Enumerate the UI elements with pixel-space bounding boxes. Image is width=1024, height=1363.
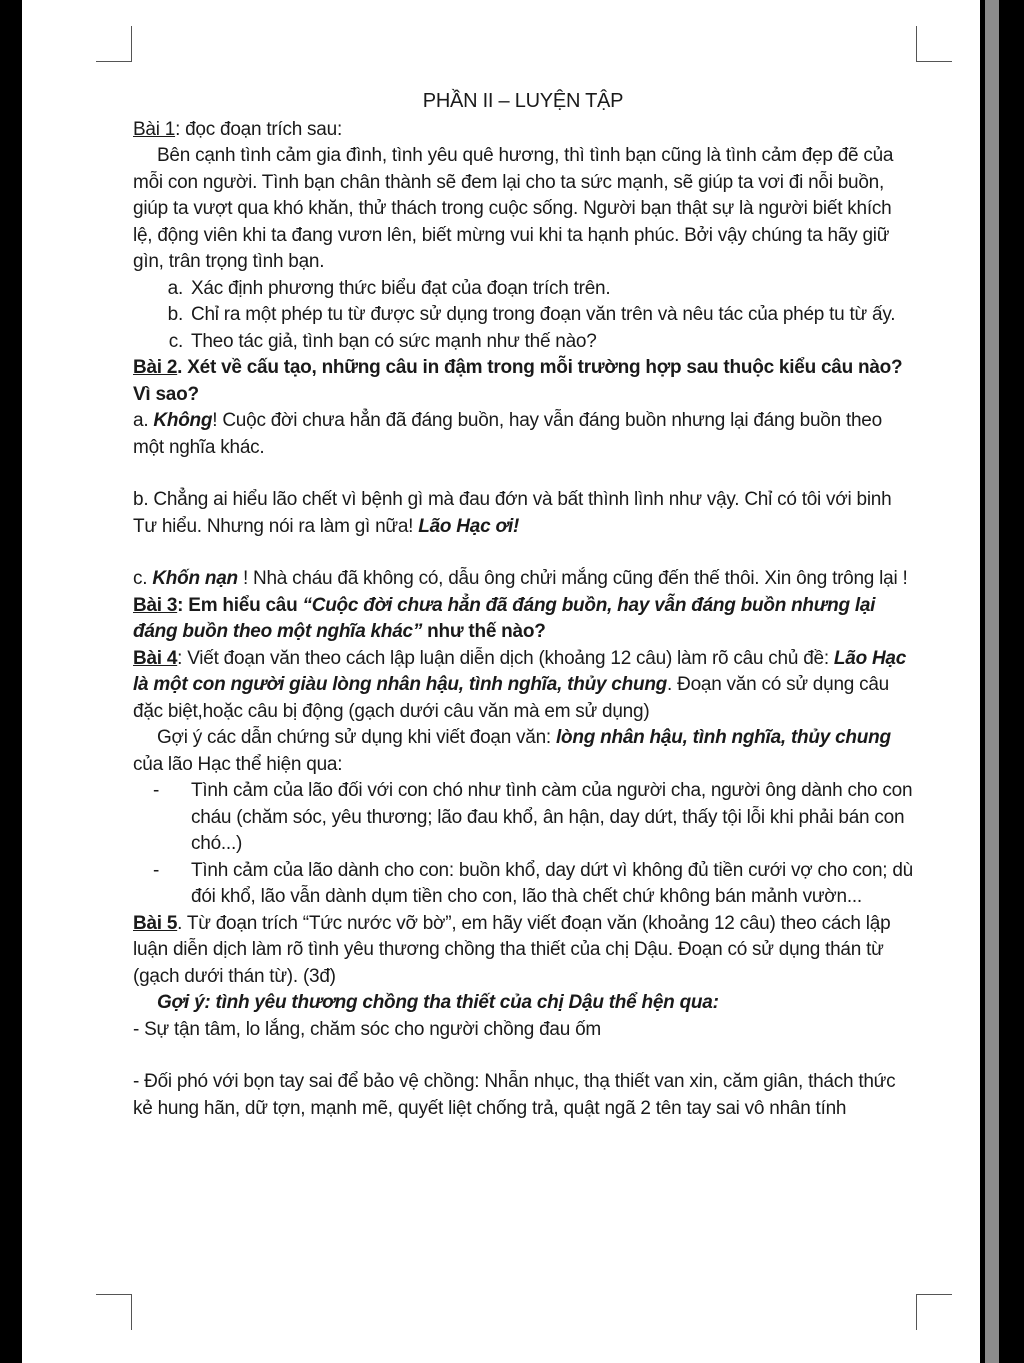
bai4-topic: Lão Hạc là một con người giàu lòng nhân hậu, tình nghĩa, thủy chung [133, 647, 907, 695]
item-text: ! Cuộc đời chưa hẳn đã đáng buồn, hay vẫn đáng buồn nhưng lại đáng buồn theo một nghĩa khác. [133, 410, 882, 458]
bai2-item-a [133, 408, 913, 461]
scrollbar[interactable] [985, 0, 999, 1363]
bullet-marker: - [153, 780, 160, 801]
list-marker: a. [167, 277, 183, 299]
item-text: ! Nhà cháu đã không có, dẫu ông chửi mắng cũng đến thế thôi. Xin ông trông lại ! [237, 568, 908, 589]
list-item-text: Tình cảm của lão đối với con chó như tình càm của người cha, người ông dành cho con cháu (chăm sóc, yêu thương; lão đau khổ, ân hận, day dứt, thấy tội lỗi khi phải bán con chó...) [191, 780, 913, 854]
hint-prefix: Gợi ý các dẫn chứng sử dụng khi viết đoạn văn: [157, 727, 556, 748]
bai1-question-b [133, 302, 913, 329]
bai4-label: Bài 4 [133, 647, 178, 669]
bai5-text: . Từ đoạn trích “Tức nước vỡ bờ”, em hãy viết đoạn văn (khoảng 12 câu) theo cách lập luận diễn dịch làm rõ tình yêu thương chồng tha thiết của chị Dậu. Đoạn có sử dụng thán từ (gạch dưới thán từ). (3đ) [133, 912, 891, 987]
bullet-marker: - [153, 859, 160, 881]
bai3-quote: “Cuộc đời chưa hẳn đã đáng buồn, hay vẫn đáng buồn nhưng lại đáng buồn theo một nghĩa khác” [133, 594, 876, 642]
list-item-text: Xác định phương thức biểu đạt của đoạn trích trên. [191, 277, 611, 299]
list-item-text: Tình cảm của lão dành cho con: buồn khổ, day dứt vì không đủ tiền cưới vợ cho con; dù đói khổ, lão vẫn dành dụm tiền cho con, lão thà chết chứ không bán mảnh vườn... [191, 859, 913, 907]
list-marker: c. [168, 330, 183, 352]
bold-word: Không [153, 410, 213, 431]
bai3-tail: như thế nào? [422, 621, 546, 642]
bai2-item-c [133, 566, 913, 593]
document-page [22, 0, 980, 1363]
bai3-heading-text: : Em hiểu câu [177, 594, 303, 616]
bai2-label: Bài 2 [133, 357, 178, 378]
bai4-hint [133, 725, 913, 778]
bai2-item-b [133, 487, 913, 540]
bai4-bullet-2 [133, 858, 913, 911]
bai2-heading-text: . Xét về cấu tạo, những câu in đậm trong mỗi trường hợp sau thuộc kiểu câu nào? Vì sao? [133, 357, 903, 405]
bai4-heading [133, 646, 913, 726]
hint-rest: của lão Hạc thể hiện qua: [133, 753, 343, 775]
bai1-question-a [133, 276, 913, 303]
bai2-heading [133, 355, 913, 408]
list-marker: b. [167, 304, 183, 325]
bai1-passage: Bên cạnh tình cảm gia đình, tình yêu quê hương, thì tình bạn cũng là tình cảm đẹp đẽ của mỗi con người. Tình bạn chân thành sẽ đem lại cho ta sức mạnh, sẽ giúp ta vơi đi nỗi buồn, giúp ta vượt qua khó khăn, thử thách trong cuộc sống. Người bạn thật sự là người biết khích lệ, động viên khi ta đang vươn lên, biết mừng vui khi ta hạnh phúc. Bởi vậy chúng ta hãy giữ gìn, trân trọng tình bạn. [133, 145, 894, 272]
list-item-text: Chỉ ra một phép tu từ được sử dụng trong đoạn văn trên và nêu tác của phép tu từ ấy. [191, 304, 896, 325]
bai1-heading [133, 117, 913, 144]
bai5-heading [133, 911, 913, 991]
bai4-heading-text: : Viết đoạn văn theo cách lập luận diễn dịch (khoảng 12 câu) làm rõ câu chủ đề: [177, 647, 834, 669]
bold-word: Khốn nạn [152, 568, 238, 589]
item-text: b. Chẳng ai hiểu lão chết vì bệnh gì mà đau đớn và bất thình lình như vậy. Chỉ có tôi với binh Tư hiểu. Nhưng nói ra làm gì nữa! [133, 489, 892, 537]
bai5-hint: Gợi ý: tình yêu thương chồng tha thiết của chị Dậu thể hện qua: [157, 992, 719, 1013]
item-prefix: c. [133, 568, 153, 589]
item-prefix: a. [133, 410, 154, 431]
list-item-text: Theo tác giả, tình bạn có sức mạnh như thế nào? [191, 330, 597, 352]
bold-word: Lão Hạc ơi! [418, 515, 520, 537]
bai1-question-c [133, 329, 913, 356]
bai1-label: Bài 1 [133, 118, 176, 140]
bai5-point-1: - Sự tận tâm, lo lắng, chăm sóc cho người chồng đau ốm [133, 1018, 601, 1040]
bai4-bullet-1 [133, 778, 913, 858]
bai3-label: Bài 3 [133, 594, 178, 616]
bai1-heading-text: : đọc đoạn trích sau: [175, 118, 342, 140]
bai4-tail: . Đoạn văn có sử dụng câu đặc biệt,hoặc câu bị động (gạch dưới câu văn mà em sử dụng) [133, 674, 889, 722]
hint-bold: lòng nhân hậu, tình nghĩa, thủy chung [556, 727, 891, 748]
bai5-point-2: - Đối phó với bọn tay sai để bảo vệ chồng: Nhẫn nhục, thạ thiết van xin, căm giân, thách thức kẻ hung hãn, dữ tợn, mạnh mẽ, quyết liệt chống trả, quật ngã 2 tên tay sai vô nhân tính [133, 1071, 896, 1119]
bai3-heading [133, 593, 913, 646]
page-title: PHẦN II – LUYỆN TẬP [422, 90, 624, 112]
bai5-label: Bài 5 [133, 912, 178, 934]
document-body [133, 88, 913, 1122]
